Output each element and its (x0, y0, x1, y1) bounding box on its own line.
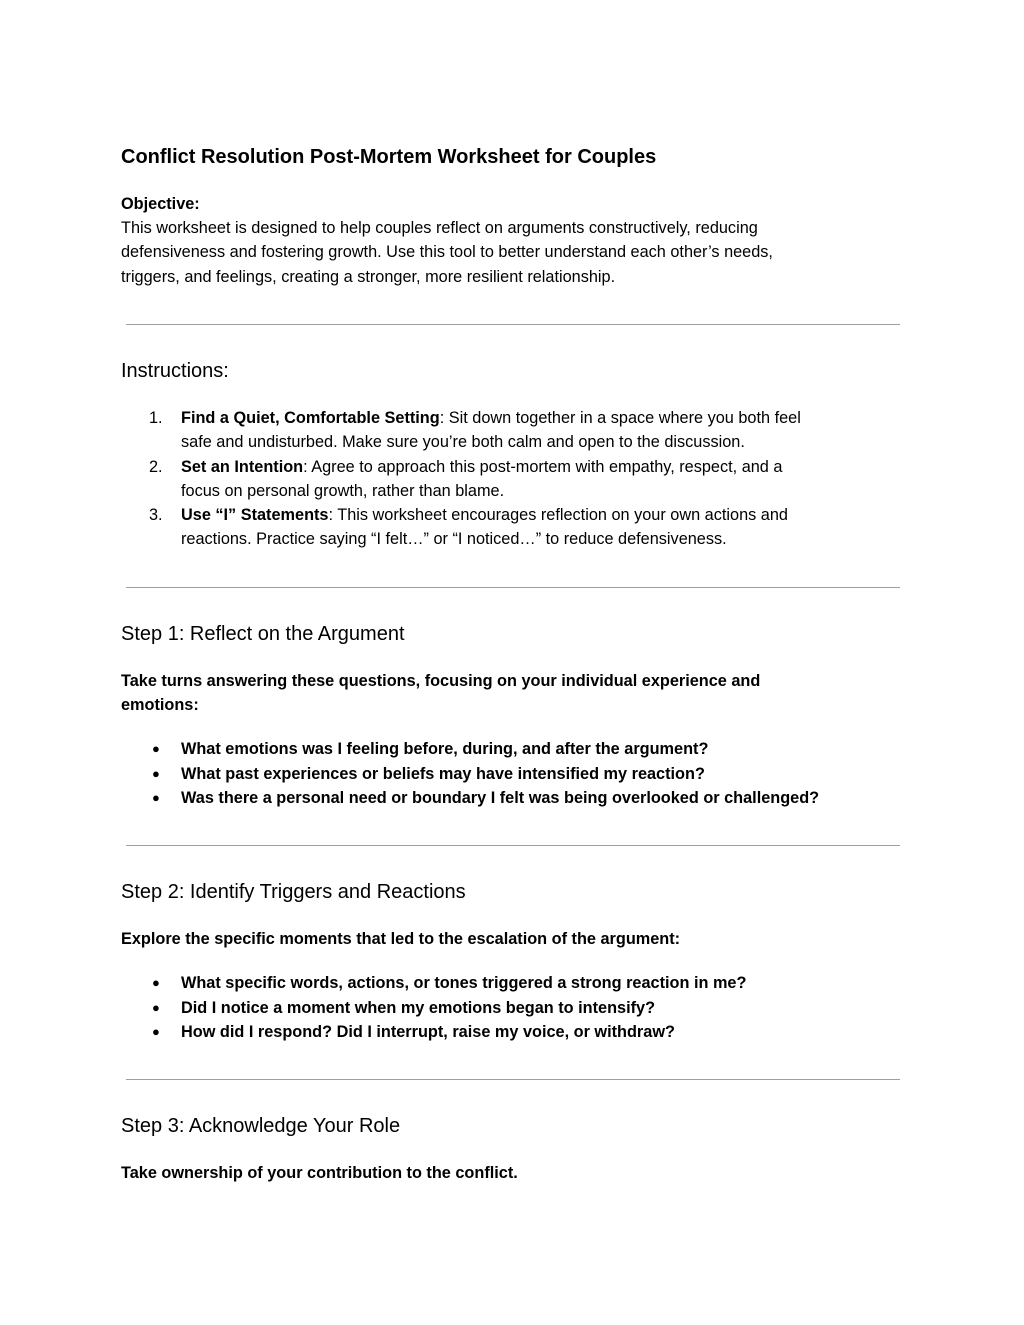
step3-heading: Step 3: Acknowledge Your Role (121, 1115, 401, 1137)
objective-label: Objective: (121, 195, 200, 213)
bullet-icon: ● (152, 1000, 160, 1015)
instruction-text-continued: safe and undisturbed. Make sure you’re both calm and open to the discussion. (181, 433, 745, 452)
instruction-title: Find a Quiet, Comfortable Setting (181, 409, 440, 427)
question-text: What past experiences or beliefs may have intensified my reaction? (181, 765, 705, 783)
instruction-text-continued: focus on personal growth, rather than blame. (181, 482, 505, 501)
horizontal-divider (126, 587, 900, 588)
bullet-icon: ● (152, 975, 160, 990)
question-text: What emotions was I feeling before, during, and after the argument? (181, 740, 709, 758)
document-title: Conflict Resolution Post-Mortem Worksheet for Couples (121, 146, 657, 168)
instructions-heading: Instructions: (121, 360, 229, 382)
step1-intro-line-2: emotions: (121, 696, 199, 714)
question-text: What specific words, actions, or tones triggered a strong reaction in me? (181, 974, 747, 992)
bullet-icon: ● (152, 790, 160, 805)
question-text: How did I respond? Did I interrupt, raise my voice, or withdraw? (181, 1023, 675, 1041)
question-text: Did I notice a moment when my emotions began to intensify? (181, 999, 656, 1017)
step3-intro: Take ownership of your contribution to the conflict. (121, 1164, 518, 1182)
list-number: 2. (149, 458, 163, 476)
bullet-icon: ● (152, 741, 160, 756)
bullet-icon: ● (152, 766, 160, 781)
list-number: 1. (149, 409, 163, 427)
horizontal-divider (126, 324, 900, 325)
objective-line-3: triggers, and feelings, creating a stronger, more resilient relationship. (121, 268, 616, 286)
instruction-text-continued: reactions. Practice saying “I felt…” or “I noticed…” to reduce defensiveness. (181, 530, 727, 549)
step1-heading: Step 1: Reflect on the Argument (121, 623, 405, 645)
step2-intro: Explore the specific moments that led to the escalation of the argument: (121, 930, 681, 948)
step1-intro-line-1: Take turns answering these questions, focusing on your individual experience and (121, 672, 761, 690)
horizontal-divider (126, 845, 900, 846)
instruction-text: : Agree to approach this post-mortem with empathy, respect, and a (303, 458, 783, 476)
list-number: 3. (149, 506, 163, 524)
question-text: Was there a personal need or boundary I felt was being overlooked or challenged? (181, 789, 820, 807)
instruction-text: : Sit down together in a space where you both feel (439, 409, 801, 427)
bullet-icon: ● (152, 1024, 160, 1039)
instruction-title: Set an Intention (181, 458, 304, 476)
instruction-text: : This worksheet encourages reflection on your own actions and (328, 506, 788, 524)
horizontal-divider (126, 1079, 900, 1080)
step2-heading: Step 2: Identify Triggers and Reactions (121, 881, 466, 903)
instruction-title: Use “I” Statements (181, 506, 329, 524)
objective-line-1: This worksheet is designed to help couples reflect on arguments constructively, reducing (121, 219, 758, 237)
objective-line-2: defensiveness and fostering growth. Use this tool to better understand each other’s needs, (121, 243, 773, 261)
